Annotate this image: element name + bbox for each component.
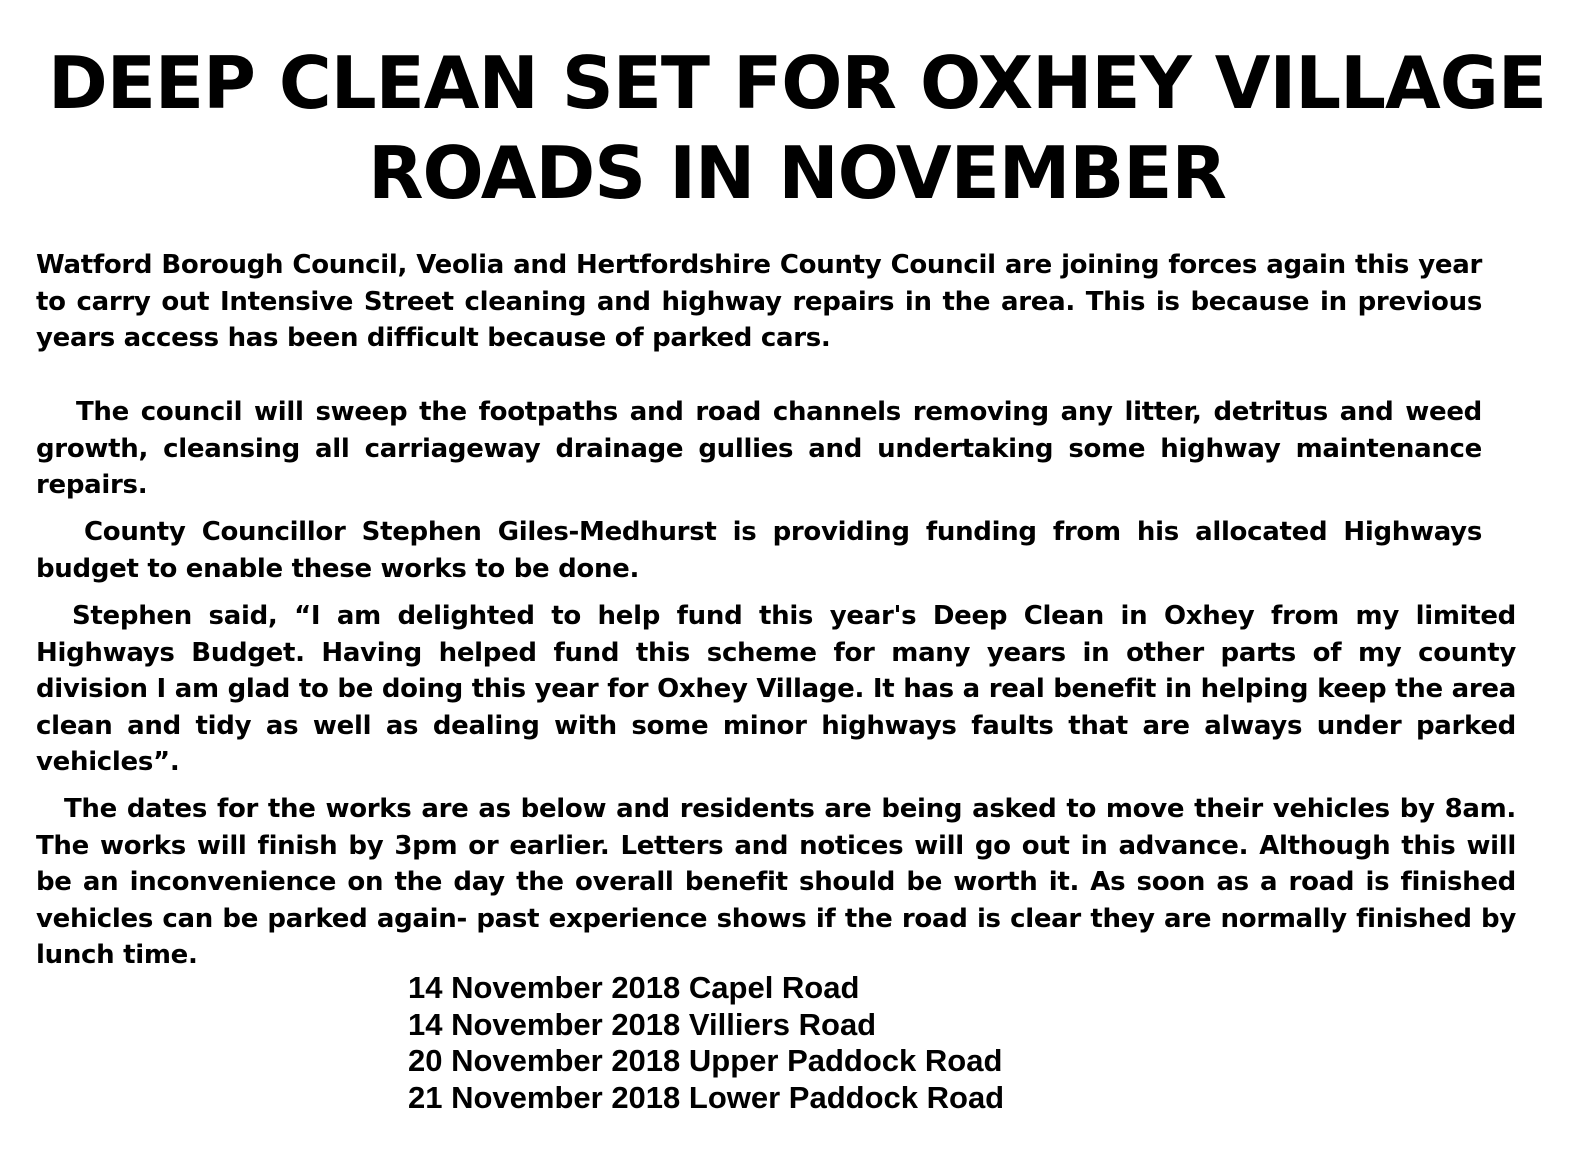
paragraph-council-works: The council will sweep the footpaths and road channels removing any litter, detritus and weed growth, cleansing all carriageway drainage gullies and undertaking some highway maintenance repairs.	[36, 397, 1482, 500]
schedule-item: 20 November 2018 Upper Paddock Road	[408, 1043, 1003, 1078]
paragraph-dates-info: The dates for the works are as below and residents are being asked to move their vehicles by 8am. The works will finish by 3pm or earlier. Letters and notices will go out in advance. Although this will be an inconvenience on the day the overall benefit should be worth it. As soon as a road is finished vehicles can be parked again- past experience shows if the road is clear they are normally finished by lunch time.	[36, 794, 1516, 970]
headline-line-2: ROADS IN NOVEMBER	[368, 131, 1226, 215]
schedule-item: 21 November 2018 Lower Paddock Road	[408, 1079, 1005, 1115]
paragraph-intro: Watford Borough Council, Veolia and Hertfordshire County Council are joining forces again this year to carry out Intensive Street cleaning and highway repairs in the area. This is because in previous years access has been difficult because of parked cars.	[36, 250, 1482, 353]
schedule-item: 14 November 2018 Capel Road	[408, 970, 860, 1005]
schedule-list	[408, 970, 1004, 1116]
paragraph-quote: Stephen said, “I am delighted to help fund this year's Deep Clean in Oxhey from my limited Highways Budget. Having helped fund this scheme for many years in other parts of my county division I am glad to be doing this year for Oxhey Village. It has a real benefit in helping keep the area clean and tidy as well as dealing with some minor highways faults that are always under parked vehicles”.	[36, 601, 1516, 777]
paragraph-funding: County Councillor Stephen Giles-Medhurst is providing funding from his allocated Highways budget to enable these works to be done.	[36, 517, 1482, 584]
headline	[20, 38, 1574, 218]
schedule-item: 14 November 2018 Villiers Road	[408, 1006, 877, 1042]
headline-line-1: DEEP CLEAN SET FOR OXHEY VILLAGE	[47, 41, 1547, 125]
